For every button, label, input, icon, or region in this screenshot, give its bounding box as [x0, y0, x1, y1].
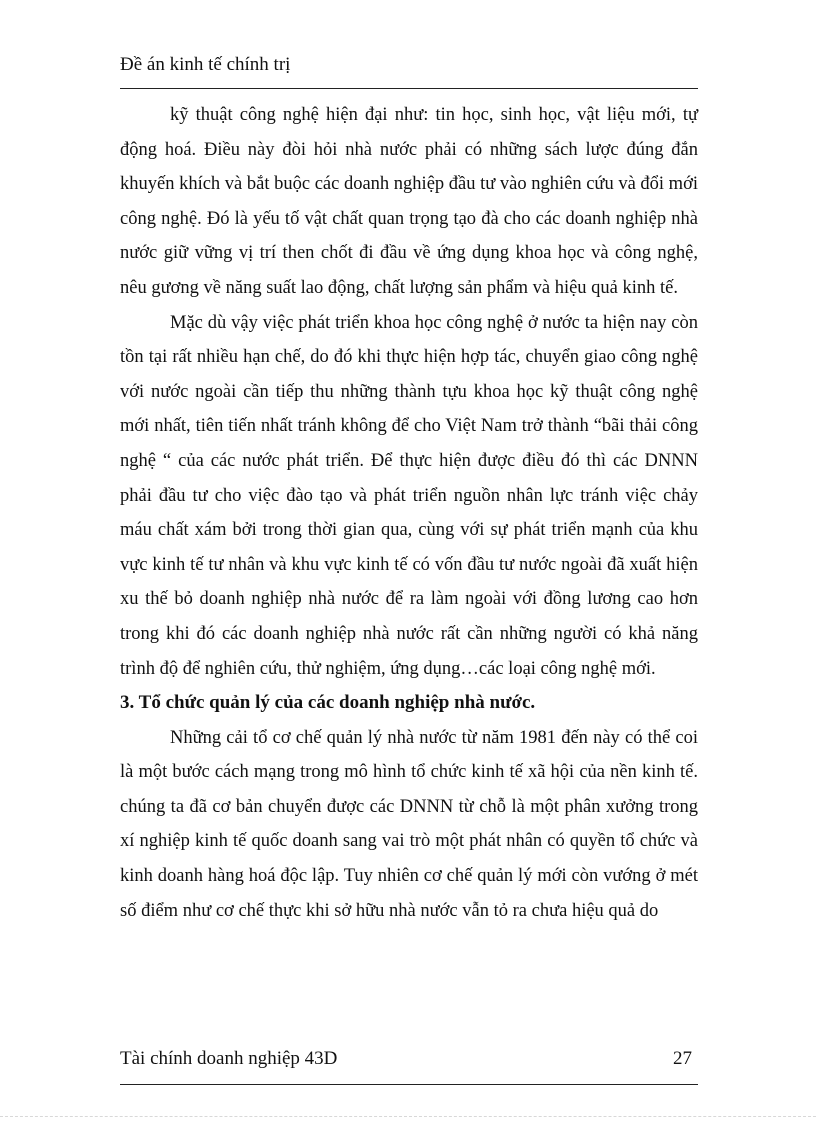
footer-text: Tài chính doanh nghiệp 43D: [120, 1048, 338, 1069]
page-body: [120, 98, 698, 928]
body-paragraph-2: Mặc dù vậy việc phát triển khoa học công nghệ ở nước ta hiện nay còn tồn tại rất nhiều hạn chế, do đó khi thực hiện hợp tác, chuyển giao công nghệ với nước ngoài cần tiếp thu những thành tựu khoa học kỹ thuật công nghệ mới nhất, tiên tiến nhất tránh không để cho Việt Nam trở thành “bãi thải công nghệ “ của các nước phát triển. Để thực hiện được điều đó thì các DNNN phải đầu tư cho việc đào tạo và phát triển nguồn nhân lực tránh việc chảy máu chất xám bởi trong thời gian qua, cùng với sự phát triển mạnh của khu vực kinh tế tư nhân và khu vực kinh tế có vốn đầu tư nước ngoài đã xuất hiện xu thế bỏ doanh nghiệp nhà nước để ra làm ngoài với đồng lương cao hơn trong khi đó các doanh nghiệp nhà nước rất cần những người có khả năng trình độ để nghiên cứu, thử nghiệm, ứng dụng…các loại công nghệ mới.: [120, 312, 698, 679]
section-heading: 3. Tổ chức quản lý của các doanh nghiệp nhà nước.: [120, 692, 536, 714]
page-header: [120, 50, 698, 89]
body-paragraph-1: kỹ thuật công nghệ hiện đại như: tin học, sinh học, vật liệu mới, tự động hoá. Điều này đòi hỏi nhà nước phải có những sách lược đúng đắn khuyến khích và bắt buộc các doanh nghiệp đầu tư vào nghiên cứu và đổi mới công nghệ. Đó là yếu tố vật chất quan trọng tạo đà cho các doanh nghiệp nhà nước giữ vững vị trí then chốt đi đầu về ứng dụng khoa học và công nghệ, nêu gương về năng suất lao động, chất lượng sản phẩm và hiệu quả kinh tế.: [120, 105, 698, 298]
page-footer: [120, 1046, 698, 1085]
page-bottom-border: [0, 1116, 816, 1117]
page-number: 27: [673, 1048, 692, 1069]
body-paragraph-3: Những cải tổ cơ chế quản lý nhà nước từ năm 1981 đến này có thể coi là một bước cách mạng trong mô hình tổ chức kinh tế xã hội của nền kinh tế. chúng ta đã cơ bản chuyển được các DNNN từ chỗ là một phân xưởng trong xí nghiệp kinh tế quốc doanh sang vai trò một phát nhân có quyền tổ chức và kinh doanh hàng hoá độc lập. Tuy nhiên cơ chế quản lý mới còn vướng ở mét số điểm như cơ chế thực khi sở hữu nhà nước vẫn tỏ ra chưa hiệu quả do: [120, 727, 698, 921]
header-title: Đề án kinh tế chính trị: [120, 54, 291, 75]
